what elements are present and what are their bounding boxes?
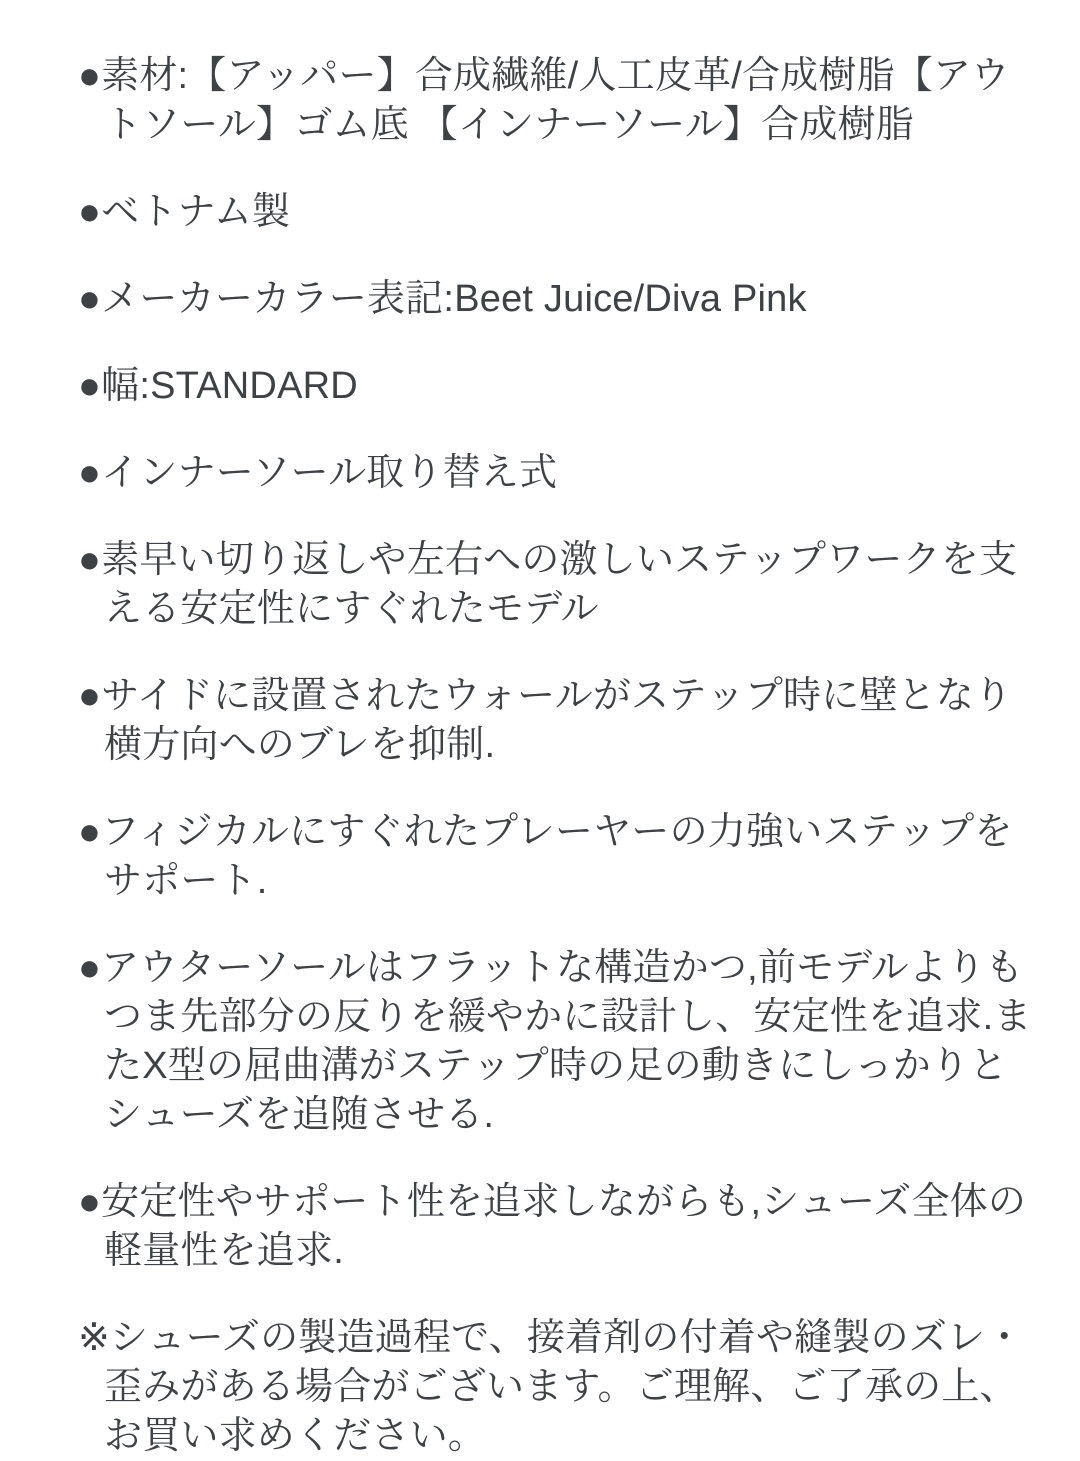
description-line: ●ベトナム製	[78, 191, 291, 233]
description-line: ●フィジカルにすぐれたプレーヤーの力強いステップをサポート.	[78, 811, 1013, 902]
description-line: ●メーカーカラー表記:Beet Juice/Diva Pink	[78, 278, 807, 320]
product-description-list	[78, 52, 1036, 1461]
description-line: ●インナーソール取り替え式	[78, 452, 558, 494]
description-line: ※シューズの製造過程で、接着剤の付着や縫製のズレ・歪みがある場合がございます。ご理解、ご了承の上、お買い求めください。	[78, 1317, 1024, 1457]
description-line: ●サイドに設置されたウォールがステップ時に壁となり横方向へのブレを抑制.	[78, 675, 1013, 766]
description-line: ●幅:STANDARD	[78, 365, 358, 407]
description-line: ●素材:【アッパー】合成繊維/人工皮革/合成樹脂【アウトソール】ゴム底 【インナーソール】合成樹脂	[78, 55, 1010, 146]
description-line: ●安定性やサポート性を追求しながらも,シューズ全体の軽量性を追求.	[78, 1181, 1027, 1272]
description-line: ●アウターソールはフラットな構造かつ,前モデルよりもつま先部分の反りを緩やかに設計し、安定性を追求.またX型の屈曲溝がステップ時の足の動きにしっかりとシューズを追随させる.	[78, 947, 1032, 1136]
description-line: ●素早い切り返しや左右への激しいステップワークを支える安定性にすぐれたモデル	[78, 539, 1018, 630]
